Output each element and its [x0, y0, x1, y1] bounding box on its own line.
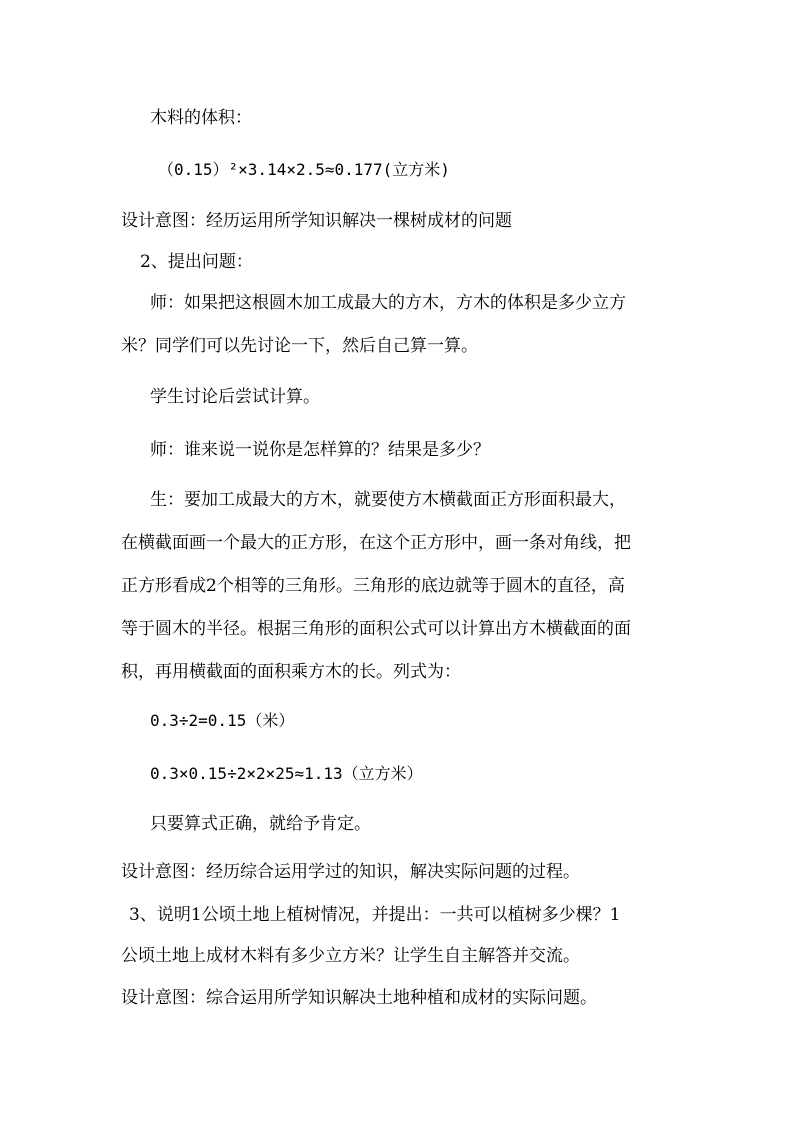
text-line-wood-volume-label: 木料的体积：	[150, 108, 252, 128]
student-answer-line-2: 在横截面画一个最大的正方形，在这个正方形中，画一条对角线，把	[121, 533, 631, 553]
affirmation-note: 只要算式正确，就给予肯定。	[150, 814, 371, 834]
design-intent-3: 设计意图：综合运用所学知识解决土地种植和成材的实际问题。	[121, 988, 597, 1008]
section-heading-2: 2、提出问题：	[140, 252, 253, 272]
student-answer-line-1: 生：要加工成最大的方木，就要使方木横截面正方形面积最大，	[150, 490, 626, 510]
formula-half-diameter: 0.3÷2=0.15（米）	[150, 711, 295, 730]
student-answer-line-5: 积，再用横截面的面积乘方木的长。列式为：	[121, 662, 461, 682]
student-answer-line-4: 等于圆木的半径。根据三角形的面积公式可以计算出方木横截面的面	[121, 619, 631, 639]
section-3-line-1: 3、说明1公顷土地上植树情况，并提出：一共可以植树多少棵？1	[129, 905, 621, 925]
student-answer-line-3: 正方形看成2个相等的三角形。三角形的底边就等于圆木的直径，高	[121, 576, 625, 596]
formula-square-wood-volume: 0.3×0.15÷2×2×25≈1.13（立方米）	[150, 764, 423, 783]
teacher-question-line-1: 师：如果把这根圆木加工成最大的方木，方木的体积是多少立方	[150, 293, 626, 313]
design-intent-2: 设计意图：经历综合运用学过的知识，解决实际问题的过程。	[121, 862, 580, 882]
student-discussion: 学生讨论后尝试计算。	[150, 387, 320, 407]
teacher-ask: 师：谁来说一说你是怎样算的？结果是多少？	[150, 440, 490, 460]
teacher-question-line-2: 米？同学们可以先讨论一下，然后自己算一算。	[121, 336, 478, 356]
section-3-line-2: 公顷土地上成材木料有多少立方米？让学生自主解答并交流。	[121, 946, 580, 966]
formula-wood-volume: （0.15）²×3.14×2.5≈0.177(立方米)	[158, 160, 450, 179]
design-intent-1: 设计意图：经历运用所学知识解决一棵树成材的问题	[121, 211, 512, 231]
